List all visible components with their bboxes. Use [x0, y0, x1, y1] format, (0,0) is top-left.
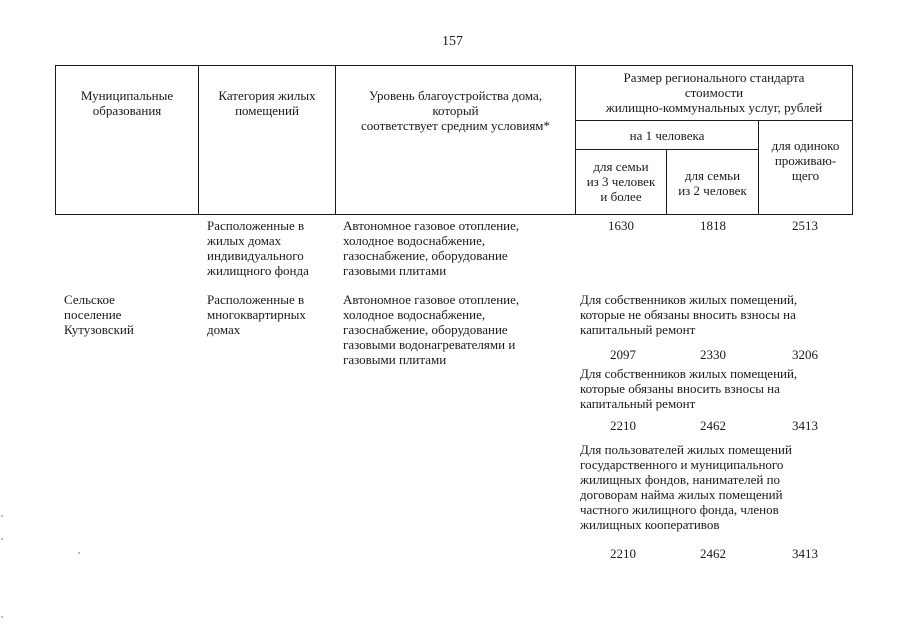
scan-speck — [78, 552, 80, 554]
header-standard: Размер регионального стандарта стоимости жилищно-коммунальных услуг, рублей — [605, 70, 823, 115]
header-per-person: на 1 человека — [629, 128, 705, 143]
group2-description: Для собственников жилых помещений, которые обязаны вносить взносы на капитальный ремонт — [580, 366, 798, 411]
group3-description: Для пользователей жилых помещений государственного и муниципального жилищных фондов, нанимателей по договорам найма жилых помещений частного жилищного фонда, членов жилищных кооперативов — [580, 442, 792, 532]
group1-value-single: 3206 — [792, 347, 818, 362]
table-top-border — [55, 65, 852, 66]
scan-speck — [1, 538, 3, 540]
group1-value-family3: 2097 — [610, 347, 636, 362]
scan-speck — [1, 515, 3, 517]
row2-municipality: Сельское поселение Кутузовский — [64, 292, 134, 337]
group3-value-single: 3413 — [792, 546, 818, 561]
group1-description: Для собственников жилых помещений, которые не обязаны вносить взносы на капитальный ремонт — [580, 292, 798, 337]
header-municipality: Муниципальные образования — [80, 88, 174, 118]
header-category: Категория жилых помещений — [218, 88, 316, 118]
header-single: для одиноко проживаю- щего — [771, 138, 840, 183]
header-family-2: для семьи из 2 человек — [678, 168, 747, 198]
group2-value-single: 3413 — [792, 418, 818, 433]
header-family-3: для семьи из 3 человек и более — [586, 159, 656, 204]
group1-value-family2: 2330 — [700, 347, 726, 362]
row1-level: Автономное газовое отопление, холодное водоснабжение, газоснабжение, оборудование газовыми плитами — [343, 218, 520, 278]
group3-value-family2: 2462 — [700, 546, 726, 561]
group2-value-family2: 2462 — [700, 418, 726, 433]
page-number: 157 — [442, 34, 463, 49]
table-header-bottom-border — [55, 214, 852, 215]
row2-level: Автономное газовое отопление, холодное водоснабжение, газоснабжение, оборудование газовыми водонагревателями и газовыми плитами — [343, 292, 520, 367]
row2-category: Расположенные в многоквартирных домах — [207, 292, 306, 337]
header-level: Уровень благоустройства дома, который соответствует средним условиям* — [360, 88, 551, 133]
scan-speck — [1, 616, 3, 618]
group3-value-family3: 2210 — [610, 546, 636, 561]
row1-category: Расположенные в жилых домах индивидуального жилищного фонда — [207, 218, 309, 278]
row1-value-family2: 1818 — [700, 218, 726, 233]
table-right-border — [852, 65, 853, 215]
row1-value-single: 2513 — [792, 218, 818, 233]
standard-subheader-divider — [575, 120, 852, 121]
row1-value-family3: 1630 — [608, 218, 634, 233]
group2-value-family3: 2210 — [610, 418, 636, 433]
